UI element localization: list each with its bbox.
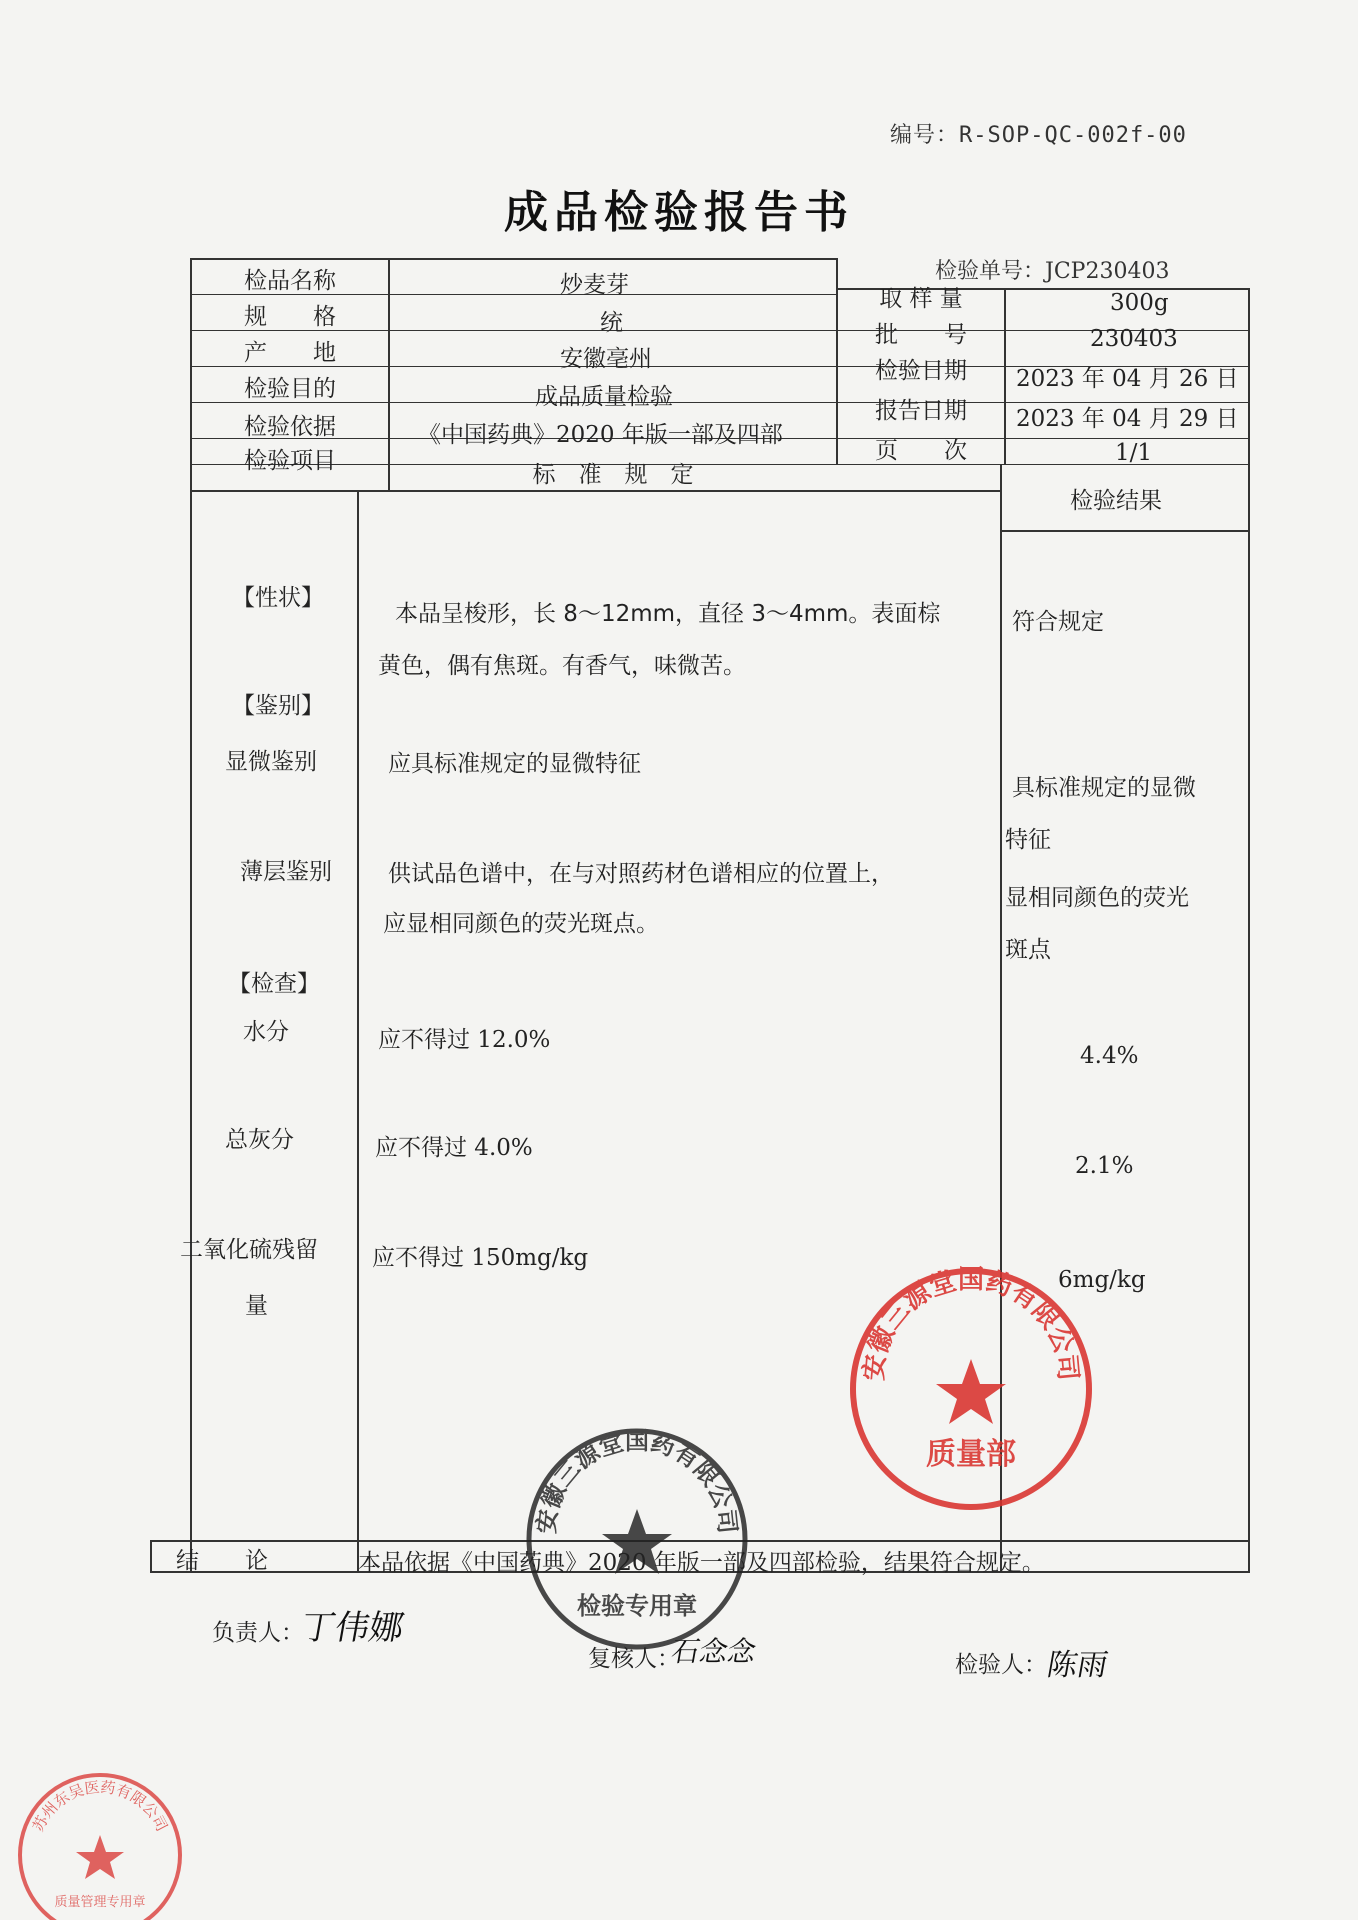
tlc-standard-line2: 应显相同颜色的荧光斑点。 bbox=[383, 911, 659, 937]
svg-text:质量部: 质量部 bbox=[926, 1437, 1016, 1472]
page-value: 1/1 bbox=[1115, 440, 1153, 466]
ash-label: 总灰分 bbox=[225, 1127, 294, 1153]
batch-label: 批 号 bbox=[875, 322, 967, 348]
ash-result: 2.1% bbox=[1075, 1153, 1134, 1179]
product-name-label: 检品名称 bbox=[244, 268, 336, 294]
character-standard-line1: 本品呈梭形，长 8～12mm，直径 3～4mm。表面棕 bbox=[395, 601, 941, 627]
so2-label-line2: 量 bbox=[245, 1293, 268, 1319]
document-number: 编号：R-SOP-QC-002f-00 bbox=[890, 123, 1187, 148]
result-header: 检验结果 bbox=[1070, 488, 1162, 514]
items-label: 检验项目 bbox=[244, 448, 336, 474]
water-label: 水分 bbox=[243, 1019, 289, 1045]
origin-label: 产 地 bbox=[244, 340, 336, 366]
basis-label: 检验依据 bbox=[244, 414, 336, 440]
page-title: 成品检验报告书 bbox=[504, 187, 854, 238]
check-label: 【检查】 bbox=[228, 971, 320, 997]
spec-label: 规 格 bbox=[244, 304, 336, 330]
microscopic-result-line1: 具标准规定的显微 bbox=[1012, 775, 1196, 801]
tlc-result-line1: 显相同颜色的荧光 bbox=[1005, 885, 1189, 911]
inspection-stamp bbox=[522, 1424, 752, 1654]
basis-value: 《中国药典》2020 年版一部及四部 bbox=[418, 422, 783, 448]
svg-text:安徽三源堂国药有限公司: 安徽三源堂国药有限公司 bbox=[859, 1265, 1083, 1382]
microscopic-result-line2: 特征 bbox=[1005, 827, 1051, 853]
water-standard: 应不得过 12.0% bbox=[378, 1027, 551, 1053]
responsible-signature: 丁伟娜 bbox=[297, 1608, 407, 1648]
svg-text:苏州东吴医药有限公司: 苏州东吴医药有限公司 bbox=[29, 1778, 171, 1835]
product-name-value: 炒麦芽 bbox=[560, 272, 629, 298]
microscopic-label: 显微鉴别 bbox=[225, 749, 317, 775]
so2-standard: 应不得过 150mg/kg bbox=[372, 1245, 589, 1271]
so2-result: 6mg/kg bbox=[1058, 1267, 1146, 1293]
identification-label: 【鉴别】 bbox=[232, 693, 324, 719]
conclusion-label: 结 论 bbox=[176, 1548, 268, 1574]
water-result: 4.4% bbox=[1080, 1043, 1139, 1069]
quality-department-stamp bbox=[846, 1264, 1096, 1514]
tlc-result-line2: 斑点 bbox=[1005, 937, 1051, 963]
inspector-signature: 陈雨 bbox=[1044, 1648, 1111, 1683]
svg-text:检验专用章: 检验专用章 bbox=[577, 1592, 697, 1620]
svg-text:质量管理专用章: 质量管理专用章 bbox=[54, 1895, 146, 1910]
batch-value: 230403 bbox=[1090, 326, 1178, 352]
reviewer-label: 复核人： bbox=[588, 1646, 680, 1672]
inspector-label: 检验人： bbox=[955, 1652, 1047, 1678]
standard-header: 标 准 规 定 bbox=[532, 462, 694, 488]
character-standard-line2: 黄色，偶有焦斑。有香气，味微苦。 bbox=[378, 653, 746, 679]
so2-label-line1: 二氧化硫残留 bbox=[180, 1237, 318, 1263]
test-date-value: 2023 年 04 月 26 日 bbox=[1016, 366, 1239, 392]
sample-qty-label: 取 样 量 bbox=[879, 286, 963, 312]
tlc-standard-line1: 供试品色谱中，在与对照药材色谱相应的位置上， bbox=[388, 861, 894, 887]
tlc-label: 薄层鉴别 bbox=[240, 859, 332, 885]
svg-text:安徽三源堂国药有限公司: 安徽三源堂国药有限公司 bbox=[532, 1427, 742, 1535]
test-date-label: 检验日期 bbox=[875, 358, 967, 384]
conclusion-text: 本品依据《中国药典》2020 年版一部及四部检验，结果符合规定。 bbox=[358, 1550, 1045, 1576]
sample-qty-value: 300g bbox=[1110, 290, 1169, 316]
spec-value: 统 bbox=[600, 310, 623, 336]
responsible-label: 负责人： bbox=[212, 1620, 304, 1646]
report-date-label: 报告日期 bbox=[875, 398, 967, 424]
report-number: 检验单号：JCP230403 bbox=[935, 259, 1170, 284]
ash-standard: 应不得过 4.0% bbox=[375, 1135, 533, 1161]
report-date-value: 2023 年 04 月 29 日 bbox=[1016, 406, 1239, 432]
origin-value: 安徽亳州 bbox=[560, 346, 652, 372]
reviewer-signature: 石念念 bbox=[668, 1635, 759, 1668]
microscopic-standard: 应具标准规定的显微特征 bbox=[388, 751, 641, 777]
character-result: 符合规定 bbox=[1012, 609, 1104, 635]
character-label: 【性状】 bbox=[232, 585, 324, 611]
purpose-label: 检验目的 bbox=[244, 376, 336, 402]
corner-stamp bbox=[0, 1760, 190, 1920]
page-label: 页 次 bbox=[875, 438, 967, 464]
purpose-value: 成品质量检验 bbox=[535, 384, 673, 410]
